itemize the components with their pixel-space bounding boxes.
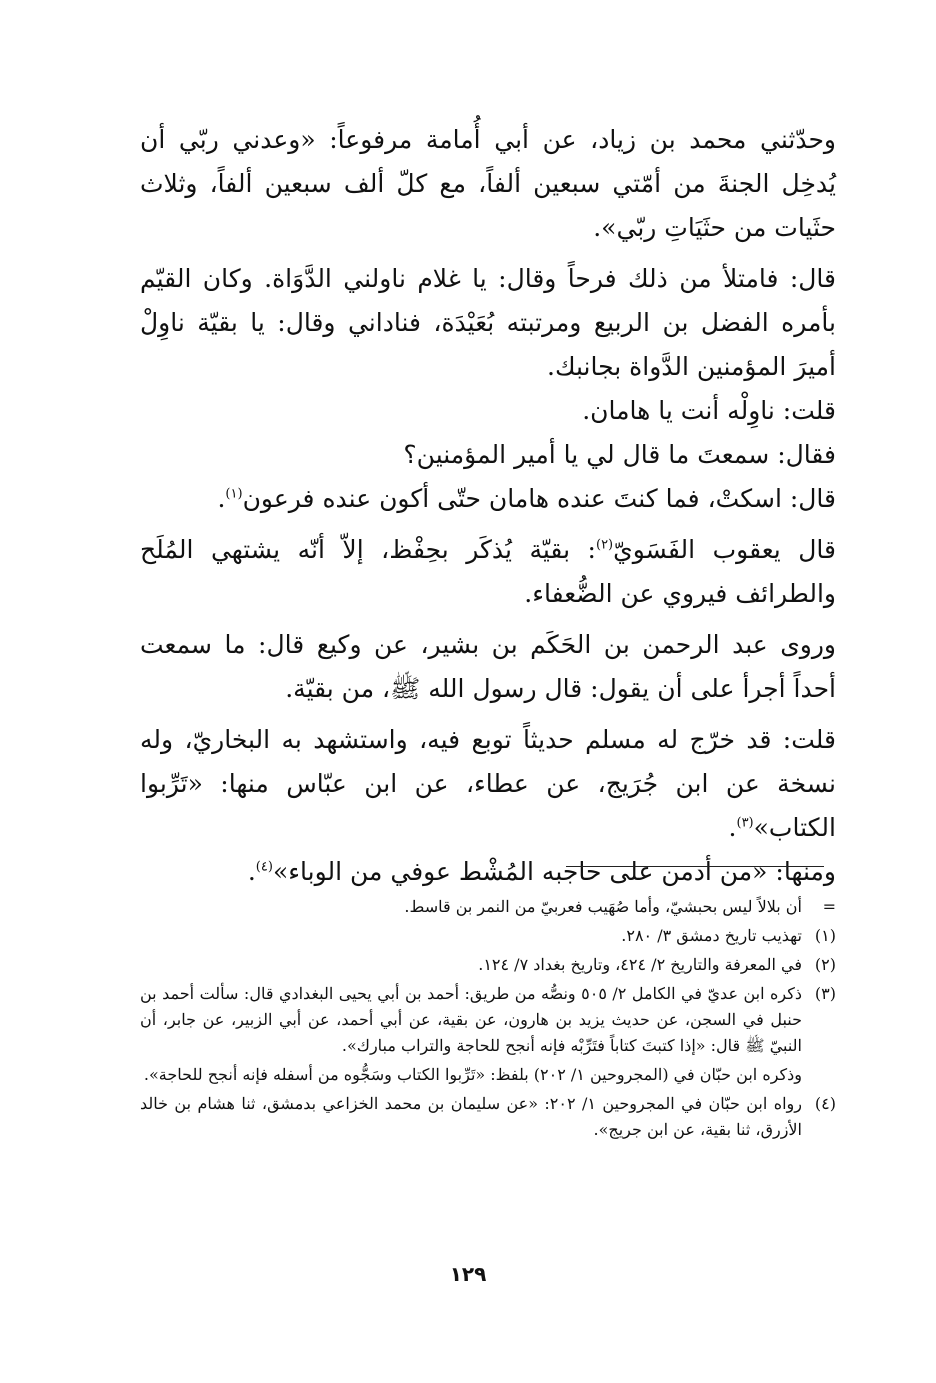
footnote-number: (٣) — [814, 984, 836, 1003]
paragraph-5-text: قال: اسكتْ، فما كنتَ عنده هامان حتّى أكون عنده فرعون — [242, 484, 836, 513]
footnote-1 — [140, 923, 836, 949]
paragraph-6-a: قال يعقوب الفَسَويّ — [613, 535, 836, 564]
paragraph-2: قال: فامتلأ من ذلك فرحاً وقال: يا غلام ناولني الدَّوَاة. وكان القيّم بأمره الفضل بن الربيع ومرتبته بُعَيْدَة، فناداني وقال: يا بقيّة ناوِلْ أميرَ المؤمنين الدَّواة بجانبك. — [140, 264, 836, 381]
footnote-ref-1: (١) — [225, 486, 243, 502]
footnotes — [140, 894, 836, 1146]
footnote-number: (٢) — [814, 955, 836, 974]
paragraph-9-text: ومنها: «من أدمن على حاجبه المُشْط عوفي من الوباء» — [272, 857, 836, 886]
body-text — [140, 118, 836, 894]
footnote-ref-3: (٣) — [736, 815, 754, 831]
footnote-text: في المعرفة والتاريخ ٢/ ٤٢٤، وتاريخ بغداد ٧/ ١٢٤. — [478, 955, 802, 974]
footnote-number: (٤) — [814, 1094, 836, 1113]
main-text — [140, 118, 836, 894]
footnote-text: أن بلالاً ليس بحبشيّ، وأما صُهَيب فعربيّ من النمر بن قاسط. — [404, 897, 802, 916]
paragraph-3: قلت: ناوِلْه أنت يا هامان. — [582, 396, 836, 425]
footnote-number: (١) — [814, 926, 836, 945]
paragraph-8 — [140, 718, 836, 850]
footnote-2 — [140, 952, 836, 978]
paragraph-9 — [140, 850, 836, 894]
footnote-text: ذكره ابن عديّ في الكامل ٢/ ٥٠٥ ونصُّه من طريق: أحمد بن أبي يحيى البغدادي قال: سألت أحمد بن حنبل في السجن، عن حديث يزيد بن هارون، عن بقية، عن أبي أحمد، عن أبي الزبير، عن جابر، أن النبيّ ﷺ قال: «إذا كتبتَ كتاباً فتَرِّبْه فإنه أنجح للحاجة والتراب مبارك». — [140, 984, 802, 1055]
paragraph-9-end: . — [247, 857, 256, 886]
paragraph-6-b: : بقيّة يُذكَر بحِفْظ، إلاّ أنّه يشتهي المُلَح والطرائف فيروي عن الضُّعفاء. — [140, 535, 836, 608]
paragraph-8-end: . — [728, 813, 737, 842]
paragraph-7: وروى عبد الرحمن بن الحَكَم بن بشير، عن وكيع قال: ما سمعت أحداً أجرأ على أن يقول: قال رسول الله ﷺ، من بقيّة. — [140, 630, 836, 703]
footnote-3 — [140, 981, 836, 1059]
footnote-3-continuation — [140, 1062, 836, 1088]
footnote-text: رواه ابن حبّان في المجروحين ١/ ٢٠٢: «عن سليمان بن محمد الخزاعي بدمشق، ثنا هشام بن خالد الأزرق، ثنا بقية، عن ابن جريج». — [140, 1094, 802, 1139]
paragraph-4: فقال: سمعتَ ما قال لي يا أمير المؤمنين؟ — [403, 440, 836, 469]
paragraph-8-text: قلت: قد خرّج له مسلم حديثاً توبع فيه، واستشهد به البخاريّ، وله نسخة عن ابن جُرَيج، عن عطاء، عن ابن عبّاس منها: «تَرِّبوا الكتاب» — [140, 725, 836, 842]
footnote-divider — [566, 866, 824, 867]
footnote-text: تهذيب تاريخ دمشق ٣/ ٢٨٠. — [621, 926, 802, 945]
footnote-ref-4: (٤) — [255, 859, 273, 875]
footnote-4 — [140, 1091, 836, 1143]
footnote-number: = — [822, 897, 836, 916]
footnote-text: وذكره ابن حبّان في (المجروحين ١/ ٢٠٢) بلفظ: «تَرِّبوا الكتاب وسَجُّوه من أسفله فإنه أنجح للحاجة». — [143, 1065, 802, 1084]
paragraph-5-end: . — [217, 484, 226, 513]
page-number: ١٢٩ — [449, 1262, 487, 1286]
footnote-continued — [140, 894, 836, 920]
paragraph-6 — [140, 528, 836, 616]
paragraph-1: وحدّثني محمد بن زياد، عن أبي أُمامة مرفوعاً: «وعدني ربّي أن يُدخِل الجنةَ من أمّتي سبعين ألفاً، مع كلّ ألف سبعين ألفاً، وثلاث حثَيات من حثَيَاتِ ربّي». — [140, 125, 836, 242]
paragraph-5 — [140, 477, 836, 521]
footnote-ref-2: (٢) — [595, 537, 614, 553]
